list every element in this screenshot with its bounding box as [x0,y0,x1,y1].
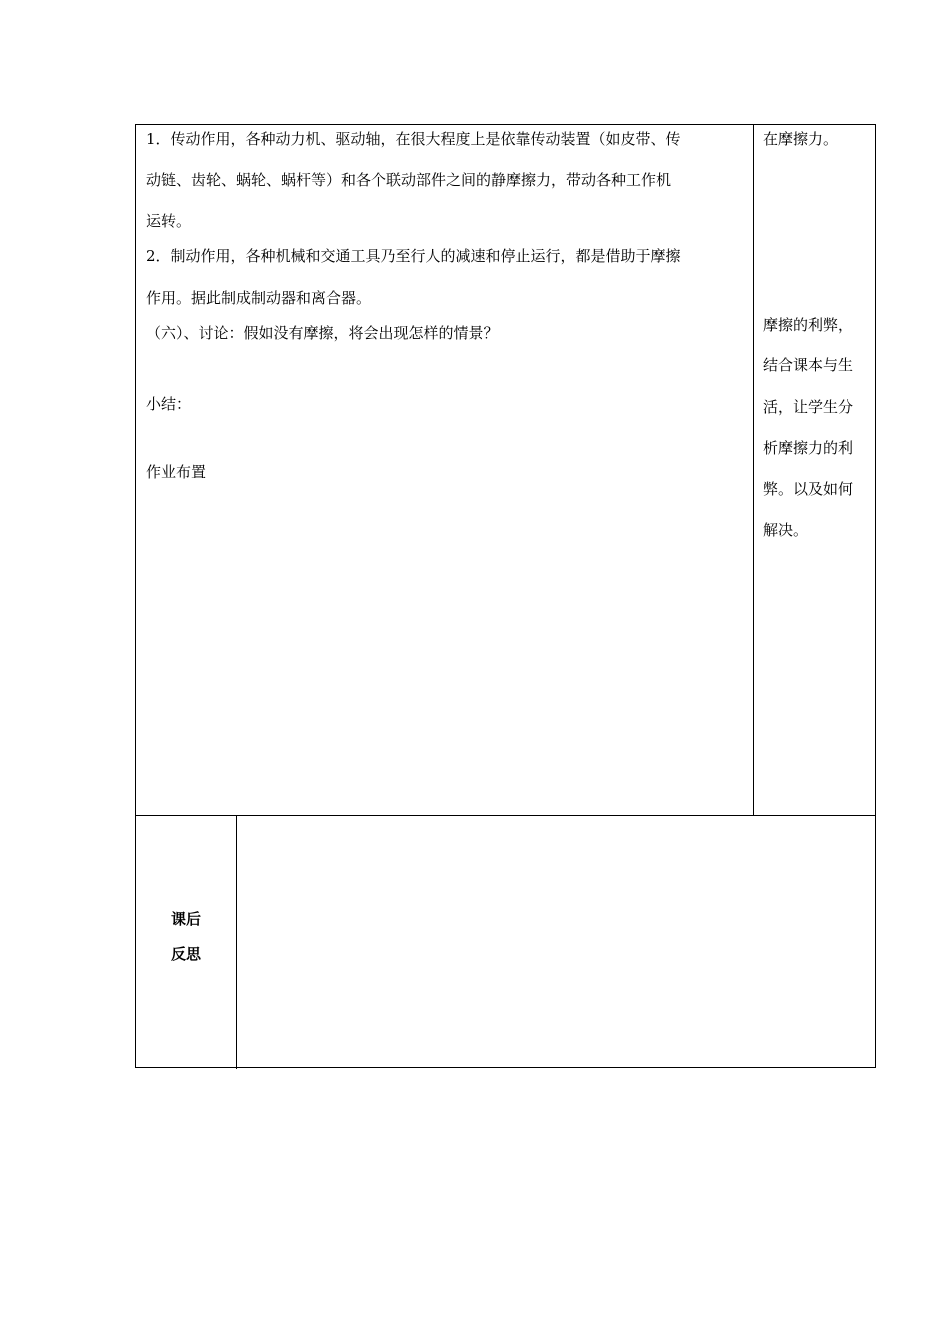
reflection-label: 反思 [170,945,201,963]
note-line: 在摩擦力。 [763,130,839,148]
note-line: 解决。 [763,521,809,539]
lesson-table [135,124,876,1068]
note-line: 摩擦的利弊， [763,316,854,334]
homework-label: 作业布置 [146,463,207,481]
content-line: 2．制动作用，各种机械和交通工具乃至行人的减速和停止运行，都是借助于摩擦 [146,247,681,265]
discussion-line: （六）、讨论：假如没有摩擦，将会出现怎样的情景？ [146,324,499,342]
teaching-content-cell [136,125,753,815]
summary-label: 小结： [146,395,192,413]
note-line: 弊。以及如何 [763,480,854,498]
reflection-content-cell [237,816,877,1069]
content-line: 运转。 [146,212,192,230]
design-notes-cell [754,125,876,815]
reflection-label: 课后 [170,910,201,928]
content-line: 动链、齿轮、蜗轮、蜗杆等）和各个联动部件之间的静摩擦力，带动各种工作机 [146,171,672,189]
reflection-label-cell [136,816,236,1069]
note-line: 活，让学生分 [763,398,854,416]
note-line: 析摩擦力的利 [763,439,854,457]
note-line: 结合课本与生 [763,356,854,374]
content-line: 作用。据此制成制动器和离合器。 [146,289,372,307]
content-line: 1．传动作用，各种动力机、驱动轴，在很大程度上是依靠传动装置（如皮带、传 [146,130,681,148]
